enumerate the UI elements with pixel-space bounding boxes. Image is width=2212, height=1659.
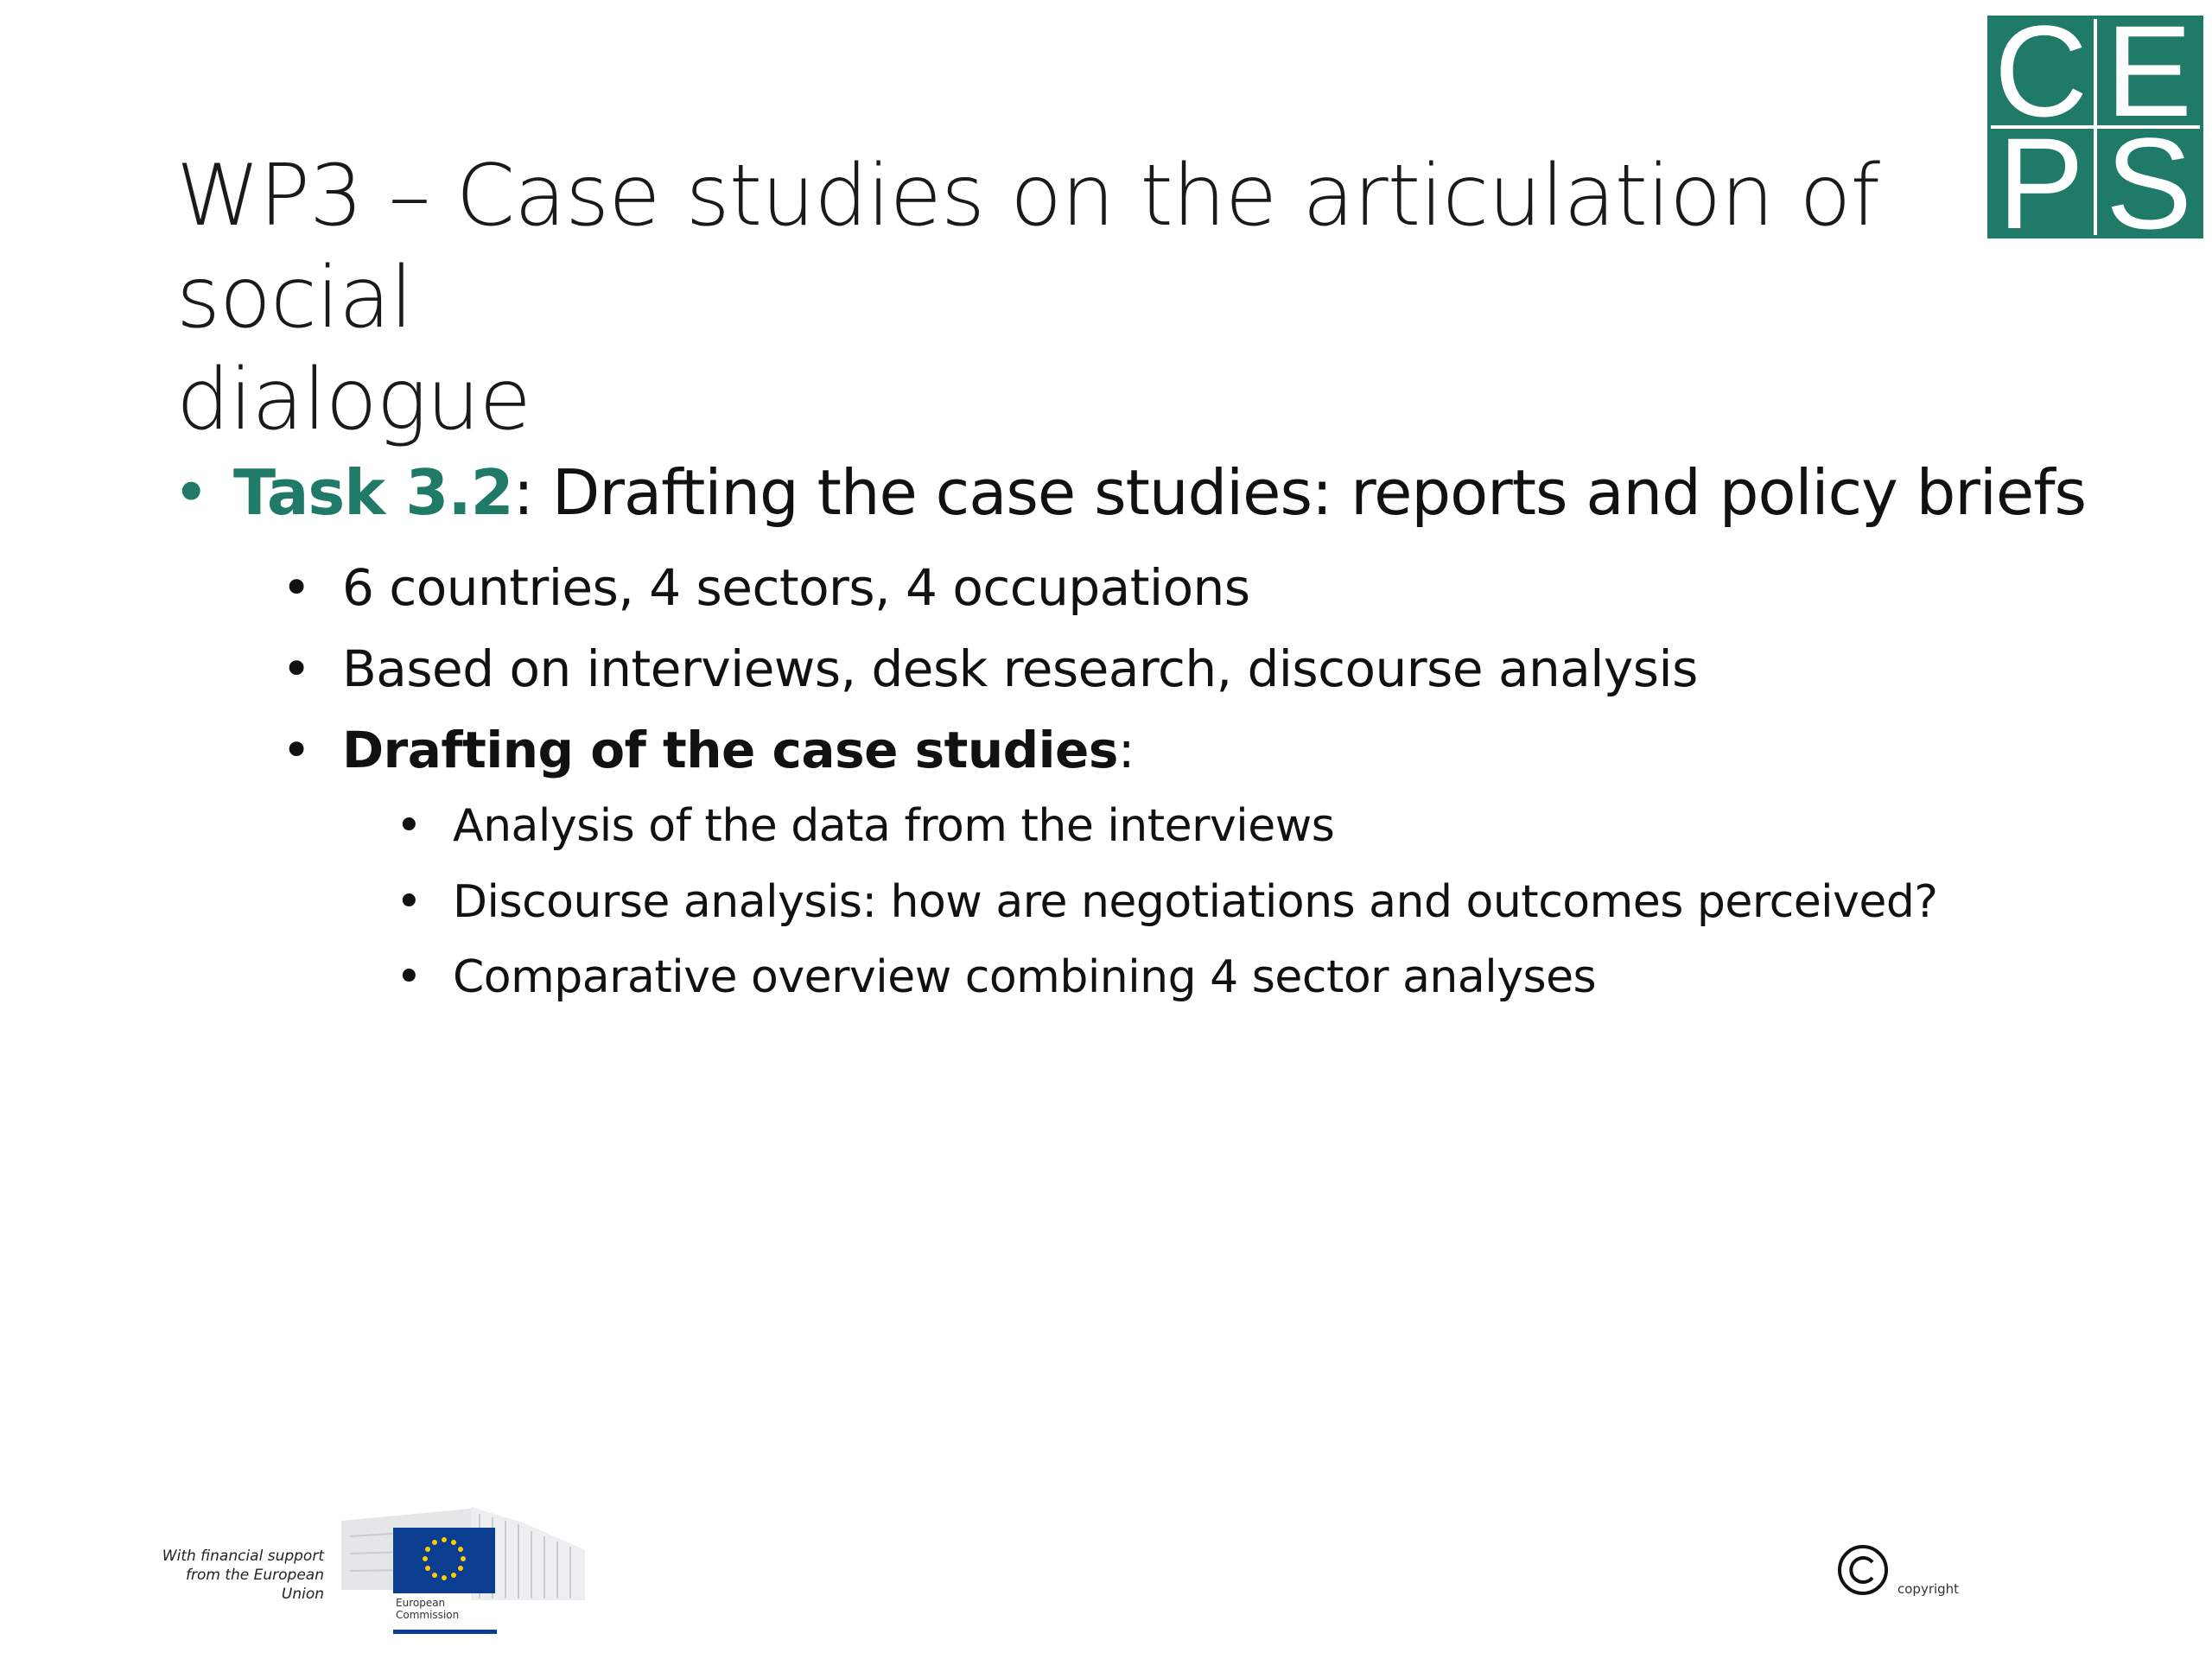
list-item-text: 6 countries, 4 sectors, 4 occupations [342, 558, 1250, 617]
eu-support-text [147, 1547, 324, 1604]
logo-letter-c: C [1993, 16, 2088, 143]
logo-letter-s: S [2105, 111, 2193, 238]
list-item-text: : [1117, 721, 1135, 779]
eu-caption [396, 1597, 459, 1621]
copyright-icon [1836, 1543, 1890, 1597]
bullet-dot-icon: • [396, 951, 423, 1003]
sub-list-item-text: Comparative overview combining 4 sector analyses [453, 951, 1597, 1003]
bullet-dot-icon: • [282, 639, 311, 698]
eu-support-line1: With financial support [162, 1548, 324, 1565]
task-label: Task 3.2 [233, 456, 513, 529]
sub-list-item-text: Analysis of the data from the interviews [453, 800, 1335, 852]
slide-title-line2: dialogue [176, 351, 531, 449]
eu-underline [393, 1630, 497, 1634]
list-item-text: Based on interviews, desk research, discourse analysis [342, 639, 1698, 698]
logo-letter-e: E [2105, 16, 2193, 143]
slide-title-line1: WP3 – Case studies on the articulation of social [176, 147, 1879, 347]
bullet-dot-icon: • [173, 456, 209, 529]
eu-caption-line1: European [396, 1597, 446, 1609]
slide-title [176, 145, 1974, 451]
list-item [282, 634, 1698, 703]
eu-support-line2: from the European Union [186, 1567, 324, 1603]
task-bullet [173, 449, 2087, 536]
bullet-dot-icon: • [396, 876, 423, 928]
sub-list-item [396, 946, 1597, 1008]
list-item [282, 715, 1135, 785]
copyright-label: copyright [1897, 1581, 1960, 1597]
bullet-dot-icon: • [396, 800, 423, 852]
list-item [282, 553, 1250, 622]
sub-list-item [396, 795, 1335, 857]
task-text: : Drafting the case studies: reports and policy briefs [512, 456, 2087, 529]
sub-list-item [396, 871, 1938, 933]
sub-list-item-text: Discourse analysis: how are negotiations and outcomes perceived? [453, 876, 1938, 928]
eu-caption-line2: Commission [396, 1609, 460, 1621]
bullet-dot-icon: • [282, 721, 311, 779]
european-commission-logo [341, 1502, 585, 1640]
logo-letter-p: P [1997, 111, 2085, 238]
ceps-logo [1987, 16, 2203, 238]
list-item-strong: Drafting of the case studies [342, 721, 1118, 779]
bullet-dot-icon: • [282, 558, 311, 617]
